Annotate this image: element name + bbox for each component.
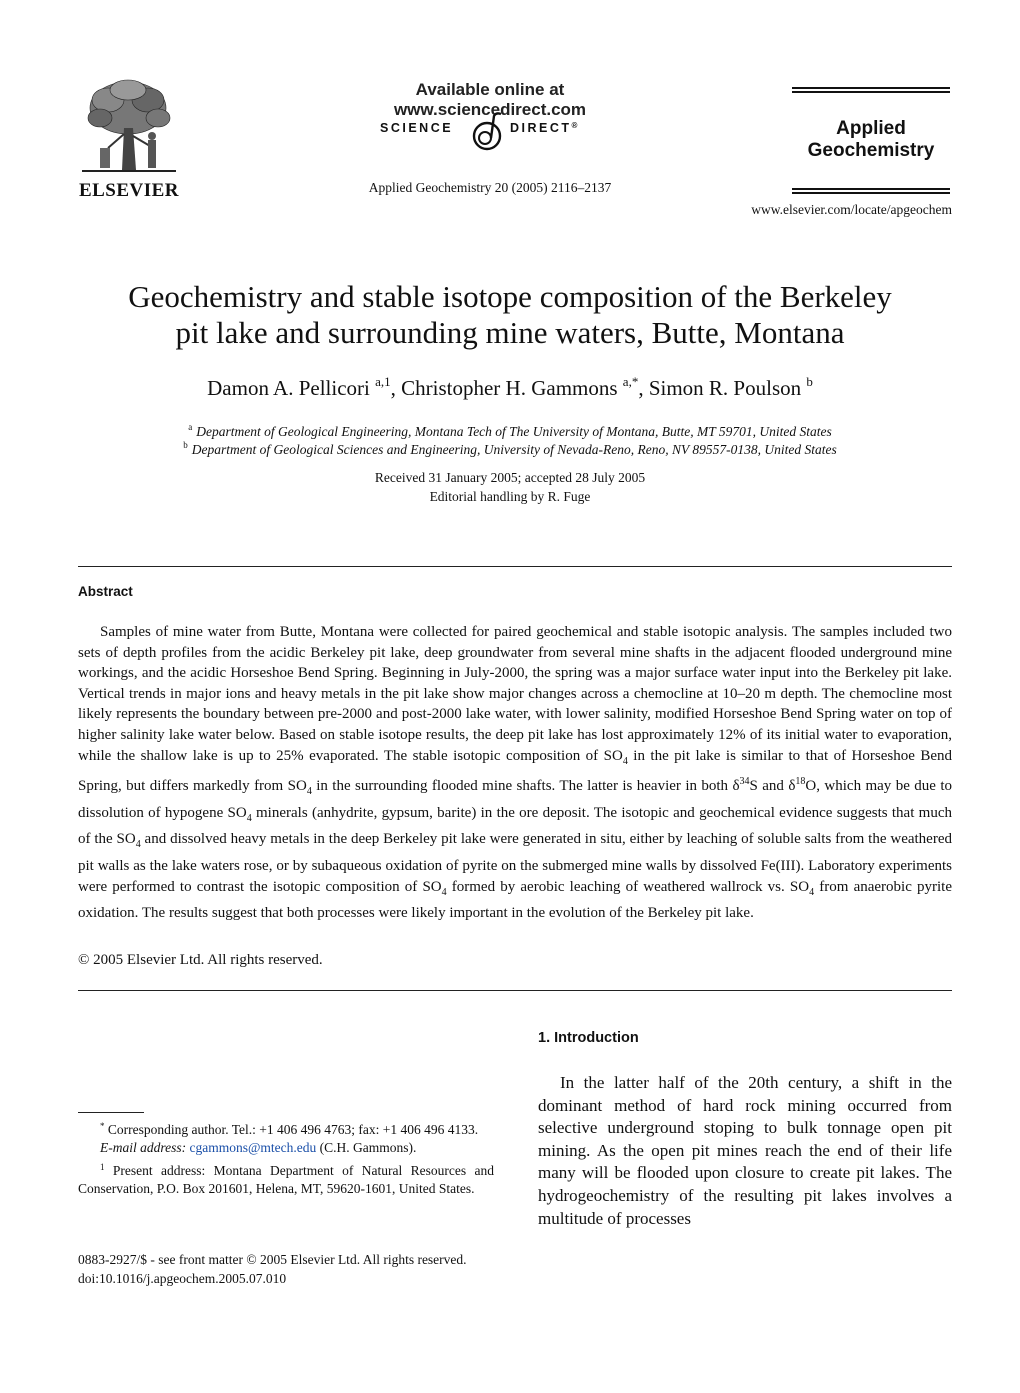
abstract-text: and dissolved heavy metals in the deep Berkeley pit lake were generated in situ, either by leaching of soluble salts from the weathered pit walls as the lake waters rose, or by subaqueous oxidation of pyrite on the submerged mine walls by dissolved Fe(III). Laboratory experiments were performed to contrast the isotopic composition of SO <box>78 831 952 895</box>
issn-front-matter: 0883-2927/$ - see front matter © 2005 Elsevier Ltd. All rights reserved. <box>78 1252 467 1267</box>
affiliation-text: Department of Geological Sciences and Engineering, University of Nevada-Reno, Reno, NV 89557-0138, United States <box>191 442 837 457</box>
journal-url-link[interactable]: www.elsevier.com/locate/apgeochem <box>751 202 952 217</box>
author-name[interactable]: Simon R. Poulson <box>648 376 802 400</box>
abstract-text: S and δ <box>749 778 796 795</box>
editorial-handling: Editorial handling by R. Fuge <box>429 489 591 504</box>
footnote-present-address <box>78 1158 494 1199</box>
author-affiliation-mark: a,* <box>622 374 639 389</box>
abstract-text: in the surrounding flooded mine shafts. The latter is heavier in both δ <box>311 778 740 795</box>
journal-name-line2: Geochemistry <box>807 140 935 161</box>
footnote-corresponding <box>78 1117 494 1139</box>
journal-rule-bottom-2 <box>792 192 950 194</box>
abstract-text: in the pit lake is similar to that of Horseshoe Bend Spring, but differs markedly from SO <box>78 747 952 795</box>
affiliation-text: Department of Geological Engineering, Montana Tech of The University of Montana, Butte, MT 59701, United States <box>196 424 832 439</box>
author-name[interactable]: Christopher H. Gammons <box>401 376 618 400</box>
footnote-mark: * <box>100 1121 105 1131</box>
journal-rule-bottom <box>792 188 950 190</box>
subscript: 4 <box>246 812 252 824</box>
abstract-text: formed by aerobic leaching of weathered wallrock vs. SO <box>446 878 810 895</box>
journal-rule-top <box>792 87 950 89</box>
subscript: 4 <box>306 786 312 798</box>
affiliation-mark: b <box>183 440 188 450</box>
abstract-text: minerals (anhydrite, gypsum, barite) in the ore deposit. The isotopic and geochemical evidence suggests that much of the SO <box>78 804 952 848</box>
elsevier-wordmark: ELSEVIER <box>78 180 180 201</box>
email-label: E-mail address: <box>100 1140 187 1156</box>
footnote-email <box>78 1139 494 1157</box>
journal-name <box>792 118 950 162</box>
article-title-line1: Geochemistry and stable isotope composition of the Berkeley <box>128 279 892 314</box>
subscript: 4 <box>809 886 815 898</box>
superscript: 18 <box>795 776 806 788</box>
journal-name-line1: Applied <box>836 118 906 139</box>
introduction-paragraph: In the latter half of the 20th century, a shift in the dominant method of hard rock mining occurred from selective underground stoping to bulk tonnage open pit mining. As the open pit mines reach the end of their life many will be flooded upon closure to create pit lakes. The hydrogeochemistry of the resulting pit lakes involves a multitude of processes <box>538 1073 952 1228</box>
author-separator: , <box>390 376 402 400</box>
author-affiliation-mark: a,1 <box>375 374 391 389</box>
journal-rule-top-2 <box>792 91 950 93</box>
elsevier-logo <box>78 78 180 202</box>
article-title <box>60 279 960 351</box>
abstract-text: O, which may be due to dissolution of hypogene SO <box>78 778 952 821</box>
email-suffix: (C.H. Gammons). <box>319 1140 417 1156</box>
sciencedirect-left-word: SCIENCE <box>380 121 454 135</box>
affiliation-b <box>60 440 960 458</box>
footnote-rule <box>78 1112 144 1113</box>
footnote-text: Corresponding author. Tel.: +1 406 496 4763; fax: +1 406 496 4133. <box>107 1122 479 1137</box>
footnotes <box>78 1117 494 1198</box>
abstract-text: from anaerobic pyrite oxidation. The results suggest that both processes were likely important in the evolution of the Berkeley pit lake. <box>78 878 952 922</box>
section-heading-introduction: 1. Introduction <box>538 1030 639 1046</box>
subscript: 4 <box>441 886 447 898</box>
available-online-text: Available online at www.sciencedirect.com <box>393 80 587 119</box>
sciencedirect-logo <box>376 110 596 156</box>
abstract-heading: Abstract <box>78 584 133 599</box>
affiliation-a <box>60 422 960 440</box>
elsevier-tree-icon <box>78 78 180 174</box>
author-affiliation-mark: b <box>806 374 813 389</box>
superscript: 34 <box>739 776 750 788</box>
author-name[interactable]: Damon A. Pellicori <box>207 376 370 400</box>
sciencedirect-right-word <box>510 121 577 135</box>
email-link[interactable]: cgammons@mtech.edu <box>189 1140 317 1156</box>
affiliation-mark: a <box>188 422 193 432</box>
doi-link[interactable]: doi:10.1016/j.apgeochem.2005.07.010 <box>78 1271 287 1286</box>
article-title-line2: pit lake and surrounding mine waters, Butte, Montana <box>175 315 845 350</box>
author-list <box>60 374 960 401</box>
abstract-copyright: © 2005 Elsevier Ltd. All rights reserved. <box>78 952 323 968</box>
sciencedirect-d-icon <box>470 112 506 154</box>
abstract-bottom-rule <box>78 990 952 991</box>
abstract-text: Samples of mine water from Butte, Montana were collected for paired geochemical and stable isotopic analysis. The samples included two sets of depth profiles from the acidic Berkeley pit lake, deep groundwater from several mine shafts in the adjacent flooded underground mine workings, and the acidic Horseshoe Bend Spring. Beginning in July-2000, the spring was a major surface water input into the Berkeley pit lake. Vertical trends in major ions and heavy metals in the pit lake show major changes across a chemocline at 10–20 m depth. The chemocline most likely represents the boundary between pre-2000 and post-2000 lake water, with lower salinity, modified Horseshoe Bend Spring water on top of higher salinity lake water below. Based on stable isotope results, the deep pit lake has lost approximately 12% of its initial water to evaporation, while the shallow lake is up to 25% evaporated. The stable isotopic composition of SO <box>78 624 952 764</box>
abstract-top-rule <box>78 566 952 567</box>
subscript: 4 <box>622 755 628 767</box>
received-dates: Received 31 January 2005; accepted 28 July 2005 <box>374 470 646 485</box>
journal-reference: Applied Geochemistry 20 (2005) 2116–2137 <box>368 180 612 195</box>
registered-mark: ® <box>571 121 578 130</box>
footnote-mark: 1 <box>100 1161 105 1172</box>
footnote-text: Present address: Montana Department of Natural Resources and Conservation, P.O. Box 201601, Helena, MT, 59620-1601, United States. <box>78 1162 494 1196</box>
abstract-body <box>78 622 952 924</box>
sciencedirect-right-label: DIRECT <box>510 121 572 135</box>
author-separator: , <box>638 376 649 400</box>
subscript: 4 <box>135 839 141 851</box>
